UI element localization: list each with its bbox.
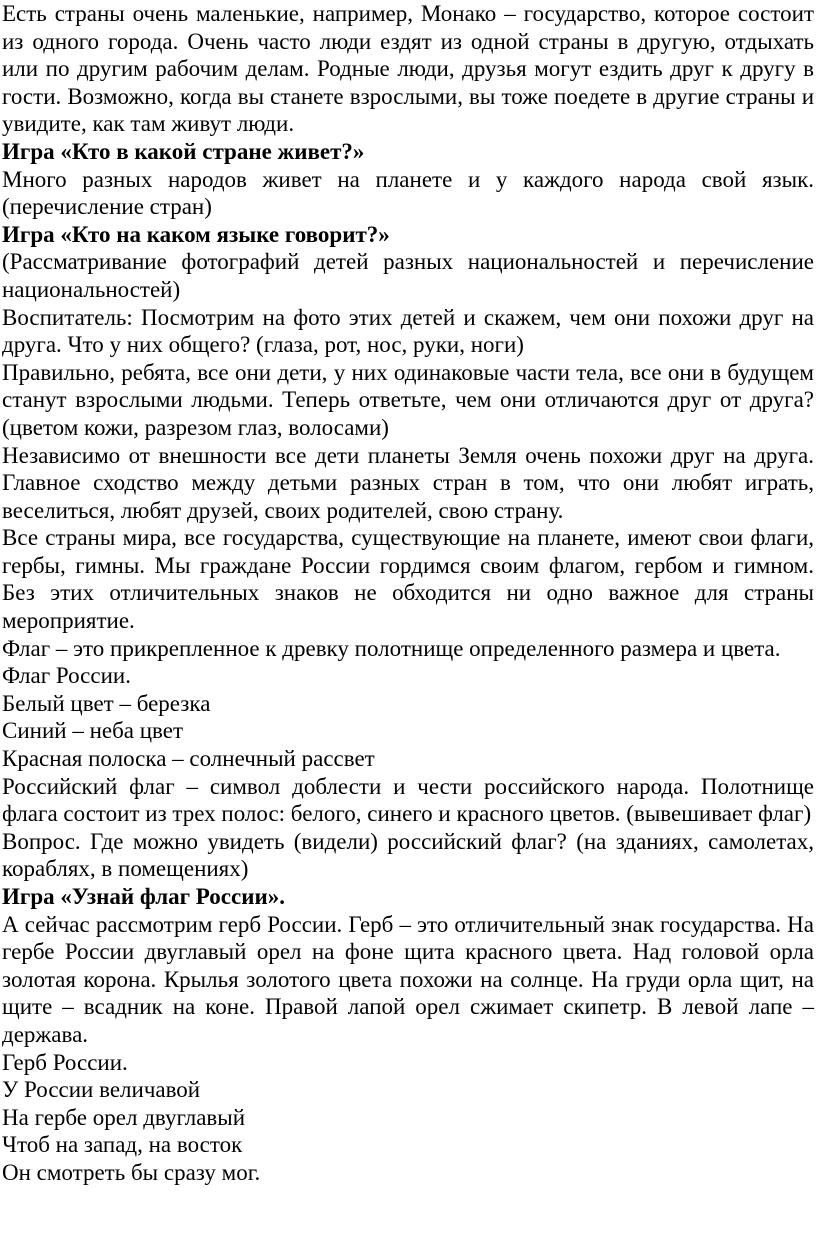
arms-poem-line: У России величавой xyxy=(2,1077,201,1103)
peoples-paragraph: Много разных народов живет на планете и у каждого народа свой язык. (перечисление стран) xyxy=(2,166,814,220)
arms-poem-line: Чтоб на запад, на восток xyxy=(2,1132,243,1158)
arms-poem-line: На гербе орел двуглавый xyxy=(2,1104,246,1130)
flag-poem-line: Синий – неба цвет xyxy=(2,718,184,744)
game-heading-who-speaks-what: Игра «Кто на каком языке говорит?» xyxy=(2,221,390,247)
game-heading-recognize-flag: Игра «Узнай флаг России». xyxy=(2,884,285,909)
flag-poem-title: Флаг России. xyxy=(2,663,131,689)
differences-paragraph: Правильно, ребята, все они дети, у них одинаковые части тела, все они в будущем станут взрослыми людьми. Теперь ответьте, чем они отличаются друг от друга? (цветом кожи, разрезом глаз, волосами) xyxy=(2,359,814,440)
arms-poem-title: Герб России. xyxy=(2,1049,128,1075)
flag-definition-paragraph: Флаг – это прикрепленное к древку полотнище определенного размера и цвета. xyxy=(2,635,781,661)
game-heading-who-lives-where: Игра «Кто в какой стране живет?» xyxy=(2,138,365,164)
symbols-paragraph: Все страны мира, все государства, существующие на планете, имеют свои флаги, гербы, гимны. Мы граждане России гордимся своим флагом, гербом и гимном. Без этих отличительных знаков не обходится ни одно важное для страны мероприятие. xyxy=(2,525,814,634)
coat-of-arms-paragraph: А сейчас рассмотрим герб России. Герб – это отличительный знак государства. На гербе России двуглавый орел на фоне щита красного цвета. Над головой орла золотая корона. Крылья золотого цвета похожи на солнце. На груди орла щит, на щите – всадник на коне. Правой лапой орел сжимает скипетр. В левой лапе – держава. xyxy=(2,911,814,1047)
flag-symbol-paragraph: Российский флаг – символ доблести и чести российского народа. Полотнище флага состоит из трех полос: белого, синего и красного цветов. (вывешивает флаг) xyxy=(2,773,814,827)
teacher-paragraph: Воспитатель: Посмотрим на фото этих детей и скажем, чем они похожи друг на друга. Что у них общего? (глаза, рот, нос, руки, ноги) xyxy=(2,304,814,358)
photos-paragraph: (Рассматривание фотографий детей разных национальностей и перечисление национальностей) xyxy=(2,249,814,302)
flag-poem-line: Белый цвет – березка xyxy=(2,690,211,716)
intro-paragraph: Есть страны очень маленькие, например, Монако – государство, которое состоит из одного города. Очень часто люди ездят из одной страны в другую, отдыхать или по другим рабочим делам. Родные люди, друзья могут ездить друг к другу в гости. Возможно, когда вы станете взрослыми, вы тоже поедете в другие страны и увидите, как там живут люди. xyxy=(2,1,814,137)
similarity-paragraph: Независимо от внешности все дети планеты Земля очень похожи друг на друга. Главное сходство между детьми разных стран в том, что они любят играть, веселиться, любят друзей, своих родителей, свою страну. xyxy=(2,442,814,523)
arms-poem-line: Он смотреть бы сразу мог. xyxy=(2,1159,261,1185)
flag-poem-line: Красная полоска – солнечный рассвет xyxy=(2,746,375,772)
question-paragraph: Вопрос. Где можно увидеть (видели) российский флаг? (на зданиях, самолетах, кораблях, в помещениях) xyxy=(2,828,814,882)
